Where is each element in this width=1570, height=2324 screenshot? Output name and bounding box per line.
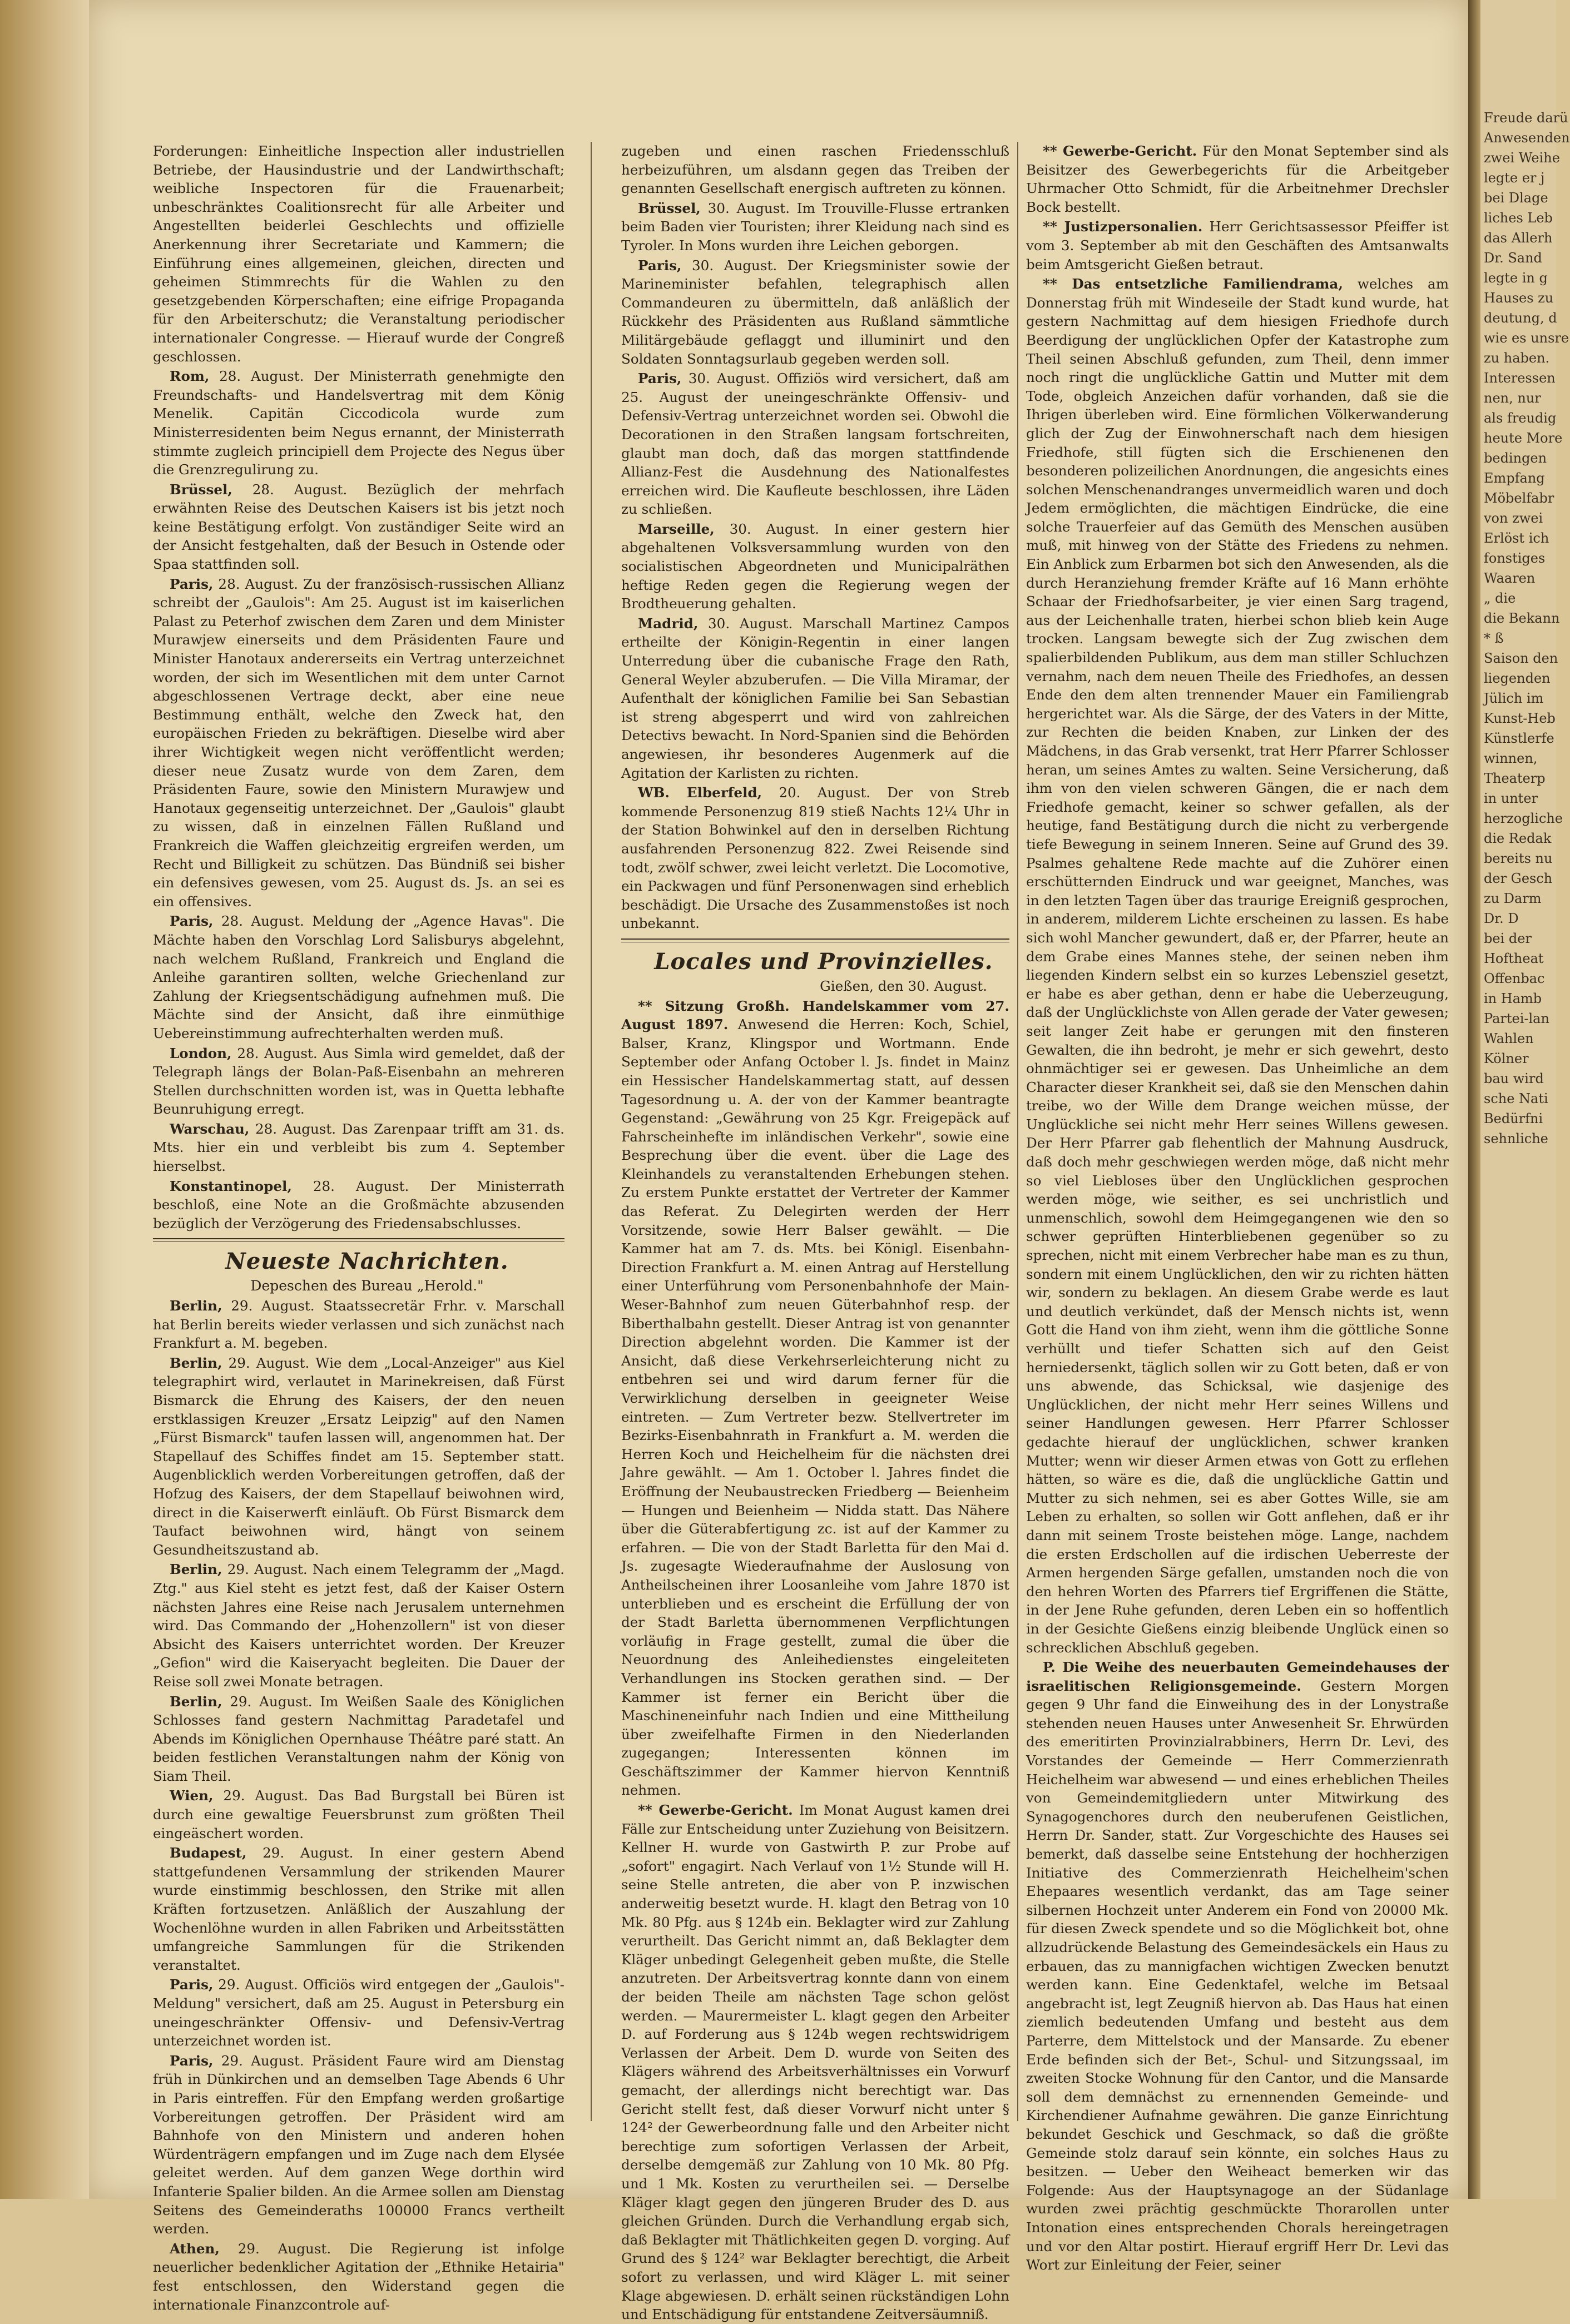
article-text: 20. August. Der von Streb kommende Personenzug 819 stieß Nachts 12¼ Uhr in der Station Bohwinkel auf den in derselben Richtung ausfahrenden Personenzug 822. Zwei Reisende sind todt, zwölf schwer, zwei leicht verletzt. Die Locomotive, ein Packwagen und fünf Personenwagen sind erheblich beschädigt. Die Ursache des Zusammenstoßes ist noch unbekannt. (621, 784, 1010, 932)
adjacent-page-text: Freude darü (1484, 110, 1568, 126)
article-paragraph (621, 1801, 1009, 2324)
adjacent-page-text: die Bekann (1484, 610, 1560, 626)
article-text: 29. August. Staatssecretär Frhr. v. Marschall hat Berlin bereits wieder verlassen und sich zunächst nach Frankfurt a. M. begeben. (153, 1298, 564, 1352)
adjacent-page-text: als freudig (1484, 410, 1557, 426)
column-1-articles (153, 142, 564, 1233)
adjacent-page-text: zu haben. (1484, 350, 1550, 366)
article-dateline: Berlin, (170, 1354, 222, 1371)
article-dateline: Paris, (638, 370, 682, 387)
adjacent-page-text: zwei Weihe (1484, 150, 1560, 166)
article-paragraph (1026, 1658, 1449, 2275)
article-text: 29. August. In einer gestern Abend stattgefundenen Versammlung der strikenden Maurer wurde einstimmig beschlossen, den Strike mit allen Kräften fortzusetzen. Anläßlich der Auszahlung der Wochenlöhne wurden in allen Fabriken und Arbeitsstätten umfangreiche Sammlungen für die Strikenden veranstaltet. (153, 1845, 564, 1973)
article-text: 30. August. Im Trouville-Flusse ertranken beim Baden vier Touristen; ihrer Kleidung nach sind es Tyroler. In Mons wurden ihre Leichen geborgen. (621, 200, 1009, 254)
article-paragraph (621, 369, 1009, 519)
adjacent-page-text: bei Dlage (1484, 190, 1548, 206)
adjacent-page-text: bedingen (1484, 450, 1547, 466)
adjacent-page-text: Kunst-Heb (1484, 711, 1556, 726)
column-1-dispatches (153, 1297, 564, 2314)
article-dateline: Konstantinopel, (170, 1178, 292, 1194)
adjacent-page-text: Offenbac (1484, 971, 1545, 986)
adjacent-page-text: Anwesenden (1484, 130, 1570, 146)
article-paragraph (153, 575, 564, 911)
article-dateline: ** Justizpersonalien. (1043, 219, 1203, 235)
article-text: 29. August. Officiös wird entgegen der „Gaulois"-Meldung" versichert, daß am 25. August in Petersburg ein uneingeschränkter Offensiv- und Defensiv-Vertrag unterzeichnet worden ist. (153, 1977, 564, 2049)
article-dateline: Warschau, (170, 1120, 250, 1137)
article-dateline: Marseille, (638, 520, 715, 537)
article-paragraph (621, 199, 1009, 255)
dateline: Gießen, den 30. August. (820, 977, 987, 994)
article-text: 30. August. Offiziös wird versichert, daß am 25. August der uneingeschränkte Offensiv- und Defensiv-Vertrag unterzeichnet worden sei. Obwohl die Decorationen in den Straßen langsam fortschreiten, glaubt man doch, daß das morgen stattfindende Allianz-Fest die Ausdehnung des Nationalfestes erreichen wird. Die Kaufleute beschlossen, ihre Läden zu schließen. (621, 370, 1009, 518)
adjacent-page-text: Erlöst ich (1484, 530, 1549, 546)
adjacent-page-text: Dr. Sand (1484, 250, 1542, 266)
article-paragraph (621, 256, 1009, 369)
article-text: 28. August. Aus Simla wird gemeldet, daß der Telegraph längs der Bolan-Paß-Eisenbahn an mehreren Stellen durchschnitten worden ist, was in Quetta lebhafte Beunruhigung erregt. (153, 1045, 564, 1118)
article-dateline: Paris, (170, 1977, 214, 1993)
article-text: 28. August. Meldung der „Agence Havas". Die Mächte haben den Vorschlag Lord Salisburys abgelehnt, nach welchem Rußland, Frankreich und England die Anleihe garantiren sollten, welche Griechenland zur Zahlung der Kriegsentschädigung aufnehmen muß. Die Mächte sind der Ansicht, daß ihre einmüthige Uebereinstimmung aufrechterhalten werden muß. (153, 913, 564, 1041)
article-paragraph (153, 1044, 564, 1119)
article-dateline: Paris, (170, 913, 214, 930)
article-text: 28. August. Das Zarenpaar trifft am 31. ds. Mts. hier ein und verbleibt bis zum 4. September hierselbst. (153, 1120, 564, 1175)
adjacent-page-text: herzogliche (1484, 811, 1563, 826)
adjacent-page-text: in unter (1484, 791, 1538, 806)
article-text: welches am Donnerstag früh mit Windeseile der Stadt kund wurde, hat gestern Nachmittag auf dem hiesigen Friedhofe durch Beerdigung der unglücklichen Opfer der Katastrophe zum Theil seinen Abschluß gefunden, zum Theil, denn immer noch ringt die unglückliche Gattin und Mutter mit dem Tode, obgleich Anzeichen dafür vorhanden, daß sie die Ihrigen überleben wird. Eine förmlichen Völkerwanderung glich der Zug der Einwohnerschaft nach dem hiesigen Friedhofe, still fügten sich die Erschienenen den besonderen polizeilichen Anordnungen, die angesichts eines solchen Menschenandranges unvermeidlich waren und doch Jedem ermöglichten, die mächtigen Eindrücke, die eine solche Trauerfeier auf das Gemüth des Menschen ausüben muß, mit hinweg von der Stätte des Friedens zu nehmen. Ein Anblick zum Erbarmen bot sich den Anwesenden, als die durch Heranziehung fremder Kräfte auf 16 Mann erhöhte Schaar der Friedhofsarbeiter, je vier einen Sarg tragend, aus der Leichenhalle traten, hierbei schon blieb kein Auge trocken. Langsam bewegte sich der Zug zwischen dem spalierbildenden Publikum, aus dem man stiller Schluchzen vernahm, nach dem neuen Theile des Friedhofes, an dessen Ende den dem alten trennender Mauer ein Familiengrab hergerichtet war. Als die Särge, der des Vaters in der Mitte, zur Rechten die beiden Knaben, zur Linken der des Mädchens, in das Grab versenkt, trat Herr Pfarrer Schlosser heran, um seines Amtes zu walten. Seine Versicherung, daß ihm von den vielen schweren Gängen, die er nach dem Friedhofe gemacht, keiner so schwer gefallen, als der heutige, fand Bestätigung durch die nicht zu verbergende tiefe Bewegung in seinem Inneren. Seine auf Grund des 39. Psalmes gehaltene Rede machte auf die Zuhörer einen erschütternden Eindruck und war geeignet, Manches, was in den letzten Tagen über das traurige Ereigniß gesprochen, in anderem, milderem Lichte erscheinen zu lassen. Es habe sich wohl Mancher gewundert, daß er, der Pfarrer, heute an dem Grabe eines Mannes stehe, der seinen neben ihm liegenden Kindern selbst ein so kurzes Lebensziel gesetzt, er habe es aber gethan, denn er habe die Ueberzeugung, daß der Unglücklichste von Allen gerade der Vater gewesen; seit langer Zeit habe er gerungen mit den finsteren Gewalten, die ihn bedroht, je mehr er sich gewehrt, desto ohnmächtiger sei er gewesen. Das Unheimliche an dem Character dieser Krankheit sei, daß sie den Menschen dahin treibe, wo der Wille dem Drange weichen müsse, der Unglückliche sei nicht mehr Herr seines Willens gewesen. Der Herr Pfarrer gab flehentlich der Mahnung Ausdruck, daß doch mehr geschwiegen werden möge, daß nicht mehr so viel Liebloses über den Unglücklichen gesprochen werden möge, wie seither, es sei unchristlich und unmenschlich, sowohl dem Heimgegangenen wie den so schwer geprüften Hinterbliebenen gegenüber so zu sprechen, nicht mit einem Verbrecher habe man es zu thun, sondern mit einem Unglücklichen, den wir zu richten hätten wir, sondern zu beklagen. An diesem Grabe werde es laut und deutlich verkündet, daß der Mensch nichts ist, wenn Gott die Hand von ihm zieht, wenn ihm die göttliche Sonne verhüllt und tiefer Schatten sich auf den Geist herniedersenkt, täglich sollen wir zu Gott beten, daß er von uns abwende, das Schicksal, wie dasjenige des Unglücklichen, der nicht mehr Herr seines Willens und seiner Handlungen gewesen. Herr Pfarrer Schlosser gedachte hierauf der unglücklichen, schwer kranken Mutter; wenn wir dieser Armen etwas von Gott zu erflehen hätten, so wäre es die, daß die unglückliche Gattin und Mutter zu sich nehmen, sei es aber Gottes Wille, sie am Leben zu erhalten, so sollen wir Gott anflehen, daß er ihr dann mit seinem Troste beistehen möge. Lange, nachdem die ersten Erdschollen auf die irdischen Ueberreste der Armen hergenden Särge gefallen, umstanden noch die von den hehren Worten des Pfarrers tief Ergriffenen die Stätte, in der Jene Ruhe gefunden, deren Leben ein so hoffentlich in der Gesichte Gießens einzig bleibende Unglück einen so schrecklichen Abschluß gegeben. (1026, 276, 1449, 1656)
adjacent-page-text: Dr. D (1484, 911, 1519, 926)
adjacent-page-text: Theaterp (1484, 771, 1546, 786)
column-3-local-news (1026, 142, 1449, 2275)
article-paragraph (621, 142, 1009, 198)
adjacent-page-text: Saison den (1484, 650, 1558, 666)
adjacent-page-text: von zwei (1484, 510, 1543, 526)
article-dateline: ** Gewerbe-Gericht. (638, 1802, 793, 1819)
article-text: 28. August. Der Ministerrath beschloß, eine Note an die Großmächte abzusenden bezüglich der Verzögerung des Friedensabschlusses. (153, 1178, 564, 1231)
adjacent-page-text: nen, nur (1484, 390, 1541, 406)
article-dateline: Budapest, (170, 1845, 247, 1861)
column-2 (621, 142, 1010, 2323)
article-paragraph (153, 1177, 564, 1233)
article-paragraph (153, 1560, 564, 1691)
article-dateline: Paris, (170, 575, 214, 592)
article-paragraph (153, 1297, 564, 1353)
article-dateline: Berlin, (170, 1298, 222, 1314)
article-paragraph (153, 480, 564, 574)
adjacent-page-text: legte in g (1484, 270, 1548, 286)
article-dateline: London, (170, 1045, 232, 1061)
book-spine (1468, 0, 1480, 2199)
article-paragraph (1026, 142, 1449, 216)
adjacent-page-text: Bedürfni (1484, 1111, 1543, 1126)
article-dateline: ** Das entsetzliche Familiendrama, (1043, 276, 1343, 292)
adjacent-page-text: Hoftheat (1484, 951, 1544, 966)
article-text: 28. August. Zu der französisch-russischen Allianz schreibt der „Gaulois": Am 25. August ist im kaiserlichen Palast zu Peterhof zwischen dem Zaren und dem Minister Murawjew einerseits und dem Präsidenten Faure und Minister Hanotaux andererseits ein Vertrag unterzeichnet worden, der sich im Wesentlichen mit dem unter Carnot abgeschlossenen Vertrage deckt, aber eine neue Bestimmung enthält, welche den Zweck hat, den europäischen Frieden zu bekräftigen. Dieselbe wird aber ihrer Wichtigkeit wegen nicht veröffentlicht werden; dieser neue Zusatz wurde von dem Zaren, dem Präsidenten Faure, sowie den Ministern Murawjew und Hanotaux gegenseitig unterzeichnet. Der „Gaulois" glaubt zu wissen, daß in einzelnen Fällen Rußland und Frankreich die Waffen gleichzeitig ergreifen werden, um Recht und Billigkeit zu schützen. Das Bündniß sei bisher ein defensives gewesen, vom 25. August ds. Js. an sei es ein offensives. (153, 575, 564, 910)
article-text: 29. August. Präsident Faure wird am Dienstag früh in Dünkirchen und an demselben Tage Abends 6 Uhr in Paris eintreffen. Für den Empfang werden großartige Vorbereitungen getroffen. Der Präsident wird am Bahnhofe von den Ministern und anderen hohen Würdenträgern empfangen und im Zuge nach dem Elysée geleitet werden. Auf dem ganzen Wege dorthin wird Infanterie Spalier bilden. An die Armee sollen am Dienstag Seitens des Gemeinderaths 100000 Francs vertheilt werden. (153, 2052, 564, 2237)
article-paragraph (1026, 275, 1449, 1657)
article-text: 30. August. In einer gestern hier abgehaltenen Volksversammlung wurden von den socialistischen Abgeordneten und Municipalräthen heftige Reden gegen die Regierung wegen der Brodtheuerung gehalten. (621, 520, 1009, 612)
article-paragraph (1026, 217, 1449, 274)
section-title-neueste: Neueste Nachrichten. (225, 1248, 509, 1275)
adjacent-page-text: das Allerh (1484, 230, 1553, 246)
article-paragraph (153, 1120, 564, 1176)
article-text: 30. August. Der Kriegsminister sowie der Marineminister befahlen, telegraphisch allen Commandeuren zu übermitteln, daß anläßlich der Rückkehr des Präsidenten aus Rußland sämmtliche Militärgebäude geflaggt und illuminirt und den Soldaten Sonntagsurlaub gegeben werden soll. (621, 257, 1009, 367)
article-paragraph (153, 1844, 564, 1974)
article-text: Anwesend die Herren: Koch, Schiel, Balser, Kranz, Klingspor und Wortmann. Ende September oder Anfang October l. Js. findet in Mainz ein Hessischer Handelskammertag statt, auf dessen Tagesordnung u. A. der von der Kammer beantragte Gegenstand: „Gewährung von 25 Kgr. Freigepäck auf Fahrscheinhefte im inländischen Verkehr", sowie eine Besprechung über die event. über die Lage des Kleinhandels zu veranstaltenden Erhebungen stehen. Zu erstem Punkte erstattet der Vertreter der Kammer das Referat. Zu Delegirten werden der Herr Vorsitzende, sowie Herr Balser gewählt. — Die Kammer hat am 7. ds. Mts. bei Königl. Eisenbahn-Direction Frankfurt a. M. einen Antrag auf Herstellung einer Unterführung vom Personenbahnhofe der Main-Weser-Bahnhof zum neuen Güterbahnhof resp. der Biberthalbahn gestellt. Dieser Antrag ist von genannter Direction abgelehnt worden. Die Kammer ist der Ansicht, daß diese Verkehrserleichterung nicht zu entbehren sei und wird darum ferner für die Verwirklichung derselben in geeigneter Weise eintreten. — Zum Vertreter bezw. Stellvertreter im Bezirks-Eisenbahnrath in Frankfurt a. M. werden die Herren Koch und Heichelheim für die nächsten drei Jahre gewählt. — Am 1. October l. Jahres findet die Eröffnung der Neubaustrecken Friedberg — Beienheim — Hungen und Beienheim — Nidda statt. Das Nähere über die Güterabfertigung zc. ist auf der Kammer zu erfahren. — Die von der Stadt Barletta für den Mai d. Js. zugesagte Wiederaufnahme der Auslosung von Antheilscheinen ihrer Loosanleihe vom Jahre 1870 ist unterblieben und es erscheint die Erfüllung der von der Stadt Barletta übernommenen Verpflichtungen vorläufig in Frage gestellt, zumal die über die Neuordnung des Anleihedienstes eingeleiteten Verhandlungen ins Stocken gerathen sind. — Der Kammer ist ferner ein Bericht über die Maschineneinfuhr nach Indien und eine Mittheilung über zweifelhafte Firmen in den Niederlanden zugegangen; Interessenten können im Geschäftszimmer der Kammer hiervon Kenntniß nehmen. (621, 1016, 1009, 1799)
article-dateline: Wien, (170, 1787, 214, 1804)
article-dateline: Brüssel, (638, 200, 701, 216)
adjacent-page-text: sche Nati (1484, 1091, 1548, 1106)
adjacent-page-text: die Redak (1484, 831, 1552, 846)
article-dateline: Paris, (638, 257, 682, 274)
section-divider (153, 1238, 564, 1242)
article-text: Forderungen: Einheitliche Inspection aller industriellen Betriebe, der Hausindustrie und der Landwirthschaft; weibliche Inspectoren für die Frauenarbeit; unbeschränktes Coalitionsrecht für alle Arbeiter und Angestellten beiderlei Geschlechts und offizielle Anerkennung ihrer Secretariate und Kammern; die Einführung eines allgemeinen, gleichen, directen und geheimen Stimmrechts für die Wahlen zu den gesetzgebenden Körperschaften; eine eifrige Propaganda für den Arbeiterschutz; die Veranstaltung periodischer internationaler Congresse. — Hierauf wurde der Congreß geschlossen. (153, 143, 564, 365)
adjacent-page-text: „ die (1484, 590, 1516, 606)
adjacent-page-text: bei der (1484, 931, 1532, 946)
article-text: zugeben und einen raschen Friedensschluß herbeizuführen, um alsdann gegen das Treiben der genannten Gesellschaft energisch auftreten zu können. (621, 143, 1009, 197)
adjacent-page-text: zu Darm (1484, 891, 1542, 906)
column-1 (153, 142, 564, 2313)
article-dateline: WB. Elberfeld, (638, 784, 762, 801)
section-divider (621, 938, 1009, 942)
adjacent-page-text: liegenden (1484, 671, 1551, 686)
article-paragraph (153, 912, 564, 1042)
adjacent-page-text: Hauses zu (1484, 290, 1554, 306)
adjacent-page-text: deutung, d (1484, 310, 1557, 326)
page-left-margin (0, 0, 89, 2199)
adjacent-page-text: Wahlen (1484, 1031, 1534, 1046)
article-text: Herr Gerichtsassessor Pfeiffer ist vom 3. September ab mit den Geschäften des Amtsanwalts beim Amtsgericht Gießen betraut. (1026, 219, 1449, 272)
adjacent-page-fragment (1480, 0, 1570, 2199)
article-dateline: Athen, (170, 2240, 220, 2257)
article-paragraph (621, 520, 1009, 613)
column-2-local-news (621, 997, 1009, 2324)
section-subtitle-depeschen: Depeschen des Bureau „Herold." (250, 1278, 484, 1294)
adjacent-page-text: sehnliche (1484, 1131, 1548, 1146)
column-2-articles (621, 142, 1009, 933)
adjacent-page-text: in Hamb (1484, 991, 1542, 1006)
adjacent-page-text: liches Leb (1484, 210, 1553, 226)
article-paragraph (153, 142, 564, 366)
adjacent-page-text: * ß (1484, 630, 1504, 646)
adjacent-page-text: fonstiges (1484, 550, 1546, 566)
article-text: 29. August. Die Regierung ist infolge neuerlicher bedenklicher Agitation der „Ethnike Hetairia" fest entschlossen, den Widerstand gegen die internationale Finanzcontrole auf- (153, 2240, 564, 2313)
article-paragraph (621, 997, 1009, 1800)
article-text: 28. August. Der Ministerrath genehmigte den Freundschafts- und Handelsvertrag mit dem König Menelik. Capitän Ciccodicola wurde zum Ministerresidenten beim Negus ernannt, der Ministerrath stimmte zugleich principiell dem Projecte des Negus über die Grenzregulirung zu. (153, 368, 564, 478)
article-text: 29. August. Wie dem „Local-Anzeiger" aus Kiel telegraphirt wird, verlautet in Marinekreisen, daß Fürst Bismarck die Ehrung des Kaisers, der den neuen erstklassigen Kreuzer „Ersatz Leipzig" auf den Namen „Fürst Bismarck" taufen lassen will, angenommen hat. Der Stapellauf des Schiffes findet am 15. September statt. Augenblicklich werden Vorbereitungen getroffen, daß der Hofzug des Kaisers, der dem Stapellauf beiwohnen wird, direct in die Kaiserwerft einläuft. Ob Fürst Bismarck dem Taufact beiwohnen wird, hängt von seinem Gesundheitszustand ab. (153, 1354, 564, 1558)
section-title-locales: Locales und Provinzielles. (654, 948, 993, 975)
adjacent-page-text: heute More (1484, 430, 1563, 446)
adjacent-page-text: winnen, (1484, 751, 1538, 766)
adjacent-page-text: legte er j (1484, 170, 1545, 186)
article-dateline: Rom, (170, 368, 210, 385)
adjacent-page-text: Kölner (1484, 1051, 1529, 1066)
article-dateline: Brüssel, (170, 481, 232, 498)
article-paragraph (153, 2239, 564, 2314)
adjacent-page-text: Möbelfabr (1484, 490, 1554, 506)
column-3 (1026, 142, 1449, 2273)
article-paragraph (621, 614, 1009, 782)
article-paragraph (153, 2052, 564, 2238)
article-text: 28. August. Bezüglich der mehrfach erwähnten Reise des Deutschen Kaisers ist bis jetzt noch keine Bestätigung erfolgt. Von zuständiger Seite wird an der Ansicht festgehalten, daß der Besuch in Ostende oder Spaa stattfinden soll. (153, 481, 564, 573)
article-dateline: Madrid, (638, 615, 699, 632)
column-rule-2 (1017, 142, 1018, 2121)
adjacent-page-text: Partei-lan (1484, 1011, 1549, 1026)
article-text: 29. August. Das Bad Burgstall bei Büren ist durch eine gewaltige Feuersbrunst zum größten Theil eingeäschert worden. (153, 1787, 564, 1841)
article-text: Im Monat August kamen drei Fälle zur Entscheidung unter Zuziehung von Beisitzern. Kellner H. wurde von Gastwirth P. zur Probe auf „sofort" engagirt. Nach Verlauf von 1½ Stunde will H. seine Stelle antreten, die aber von P. inzwischen anderweitig besetzt wurde. H. klagt den Betrag von 10 Mk. 80 Pfg. aus § 124b ein. Beklagter wird zur Zahlung verurtheilt. Das Gericht nimmt an, daß Beklagter dem Kläger unbedingt Gelegenheit geben mußte, die Stelle anzutreten. Der Arbeitsvertrag konnte dann von einem der beiden Theile am nächsten Tage schon gelöst werden. — Maurermeister L. klagt gegen den Arbeiter D. auf Forderung aus § 124b wegen rechtswidrigem Verlassen der Arbeit. Dem D. wurde von Seiten des Klägers während des Arbeitsverhältnisses ein Vorwurf gemacht, der allerdings nicht berechtigt war. Das Gericht stellt fest, daß dieser Vorwurf nicht unter § 124² der Gewerbeordnung falle und den Arbeiter nicht berechtige zum sofortigen Verlassen der Arbeit, derselbe demgemäß zur Zahlung von 10 Mk. 80 Pfg. und 1 Mk. Kosten zu verurtheilen sei. — Derselbe Kläger klagt gegen den jüngeren Bruder des D. aus gleichen Gründen. Durch die Verhandlung ergab sich, daß Beklagter mit Thätlichkeiten gegen D. vorging. Auf Grund des § 124² war Beklagter berechtigt, die Arbeit sofort zu verlassen, und wird Kläger L. mit seiner Klage abgewiesen. D. erhält seinen rückständigen Lohn und Entschädigung für entstandene Zeitversäumniß. (621, 1802, 1009, 2323)
article-dateline: Paris, (170, 2052, 214, 2069)
article-paragraph (621, 783, 1009, 933)
article-dateline: ** Sitzung Großh. Handelskammer vom 27. August 1897. (621, 997, 1009, 1033)
adjacent-page-text: bereits nu (1484, 851, 1553, 866)
article-paragraph (153, 367, 564, 479)
adjacent-page-text: wie es unsre (1484, 330, 1569, 346)
article-text: Für den Monat September sind als Beisitzer des Gewerbegerichts für die Arbeitgeber Uhrmacher Otto Schmidt, für die Arbeitnehmer Drechsler Bock bestellt. (1026, 143, 1449, 215)
article-paragraph (153, 1975, 564, 2050)
adjacent-page-text: Waaren (1484, 570, 1536, 586)
article-text: 30. August. Marschall Martinez Campos ertheilte der Königin-Regentin in einer langen Unterredung über die cubanische Frage den Rath, General Weyler abzuberufen. — Die Villa Miramar, der Aufenthalt der königlichen Familie bei San Sebastian ist streng abgesperrt und wird von zahlreichen Detectivs bewacht. In Nord-Spanien sind die Behörden angewiesen, ihr besonderes Augenmerk auf die Agitation der Karlisten zu richten. (621, 615, 1009, 781)
article-text: 29. August. Nach einem Telegramm der „Magd. Ztg." aus Kiel steht es jetzt fest, daß der Kaiser Ostern nächsten Jahres eine Reise nach Jerusalem unternehmen wird. Das Commando der „Hohenzollern" ist von dieser Absicht des Kaisers unterrichtet worden. Der Kreuzer „Gefion" wird die Kaiseryacht begleiten. Die Dauer der Reise soll zwei Monate betragen. (153, 1561, 564, 1690)
article-paragraph (153, 1692, 564, 1786)
adjacent-page-text: Interessen (1484, 370, 1556, 386)
article-dateline: Berlin, (170, 1693, 222, 1710)
column-rule-1 (591, 142, 592, 2121)
article-text: 29. August. Im Weißen Saale des Königlichen Schlosses fand gestern Nachmittag Paradetafel und Abends im Königlichen Opernhause Théâtre paré statt. An beiden festlichen Veranstaltungen nahm der König von Siam Theil. (153, 1693, 564, 1784)
article-paragraph (153, 1786, 564, 1843)
article-text: Gestern Morgen gegen 9 Uhr fand die Einweihung des in der Lonystraße stehenden neuen Hauses unter Anwesenheit Sr. Ehrwürden des emeritirten Provinzialrabbiners, Herrn Dr. Levi, des Vorstandes der Gemeinde — Herr Commerzienrath Heichelheim war abwesend — und eines erheblichen Theiles von Gemeindemitgliedern unter Mitwirkung des Synagogenchores durch den neuberufenen Geistlichen, Herrn Dr. Sander, statt. Zur Vorgeschichte des Hauses sei bemerkt, daß dasselbe seine Entstehung der hochherzigen Initiative des Commerzienrath Heichelheim'schen Ehepaares wesentlich verdankt, das am Tage seiner silbernen Hochzeit unter Anderem ein Fond von 20000 Mk. für diesen Zweck spendete und so die Möglichkeit bot, ohne allzudrückende Belastung des Gemeindesäckels ein Haus zu erbauen, das zu mannigfachen wichtigen Zwecken benutzt werden kann. Eine Gedenktafel, welche im Betsaal angebracht ist, legt Zeugniß hiervon ab. Das Haus hat einen ziemlich bedeutenden Umfang und besteht aus dem Parterre, dem Mittelstock und der Mansarde. Zu ebener Erde befinden sich der Bet-, Schul- und Sitzungssaal, im zweiten Stocke Wohnung für den Cantor, und die Mansarde soll dem demnächst zu ernennenden Gemeinde- und Kirchendiener Aufnahme gewähren. Die ganze Einrichtung bekundet Geschick und Geschmack, so daß die größte Gemeinde stolz darauf sein könnte, ein solches Haus zu besitzen. — Ueber den Weiheact bemerken wir das Folgende: Aus der Hauptsynagoge an der Südanlage wurden zwei prächtig geschmückte Thorarollen unter Intonation eines entsprechenden Chorals hereingetragen und vor den Altar postirt. Hierauf ergriff Herr Dr. Levi das Wort zur Einleitung der Feier, seiner (1026, 1677, 1449, 2273)
article-dateline: Berlin, (170, 1561, 222, 1578)
adjacent-page-text: der Gesch (1484, 871, 1553, 886)
adjacent-page-text: Jülich im (1484, 691, 1544, 706)
article-paragraph (153, 1354, 564, 1560)
article-dateline: ** Gewerbe-Gericht. (1043, 143, 1197, 159)
adjacent-page-text: Künstlerfe (1484, 731, 1554, 746)
adjacent-page-text: bau wird (1484, 1071, 1544, 1086)
article-dateline: P. Die Weihe des neuerbauten Gemeindehauses der israelitischen Religionsgemeinde. (1026, 1659, 1449, 1694)
adjacent-page-text: Empfang (1484, 470, 1545, 486)
